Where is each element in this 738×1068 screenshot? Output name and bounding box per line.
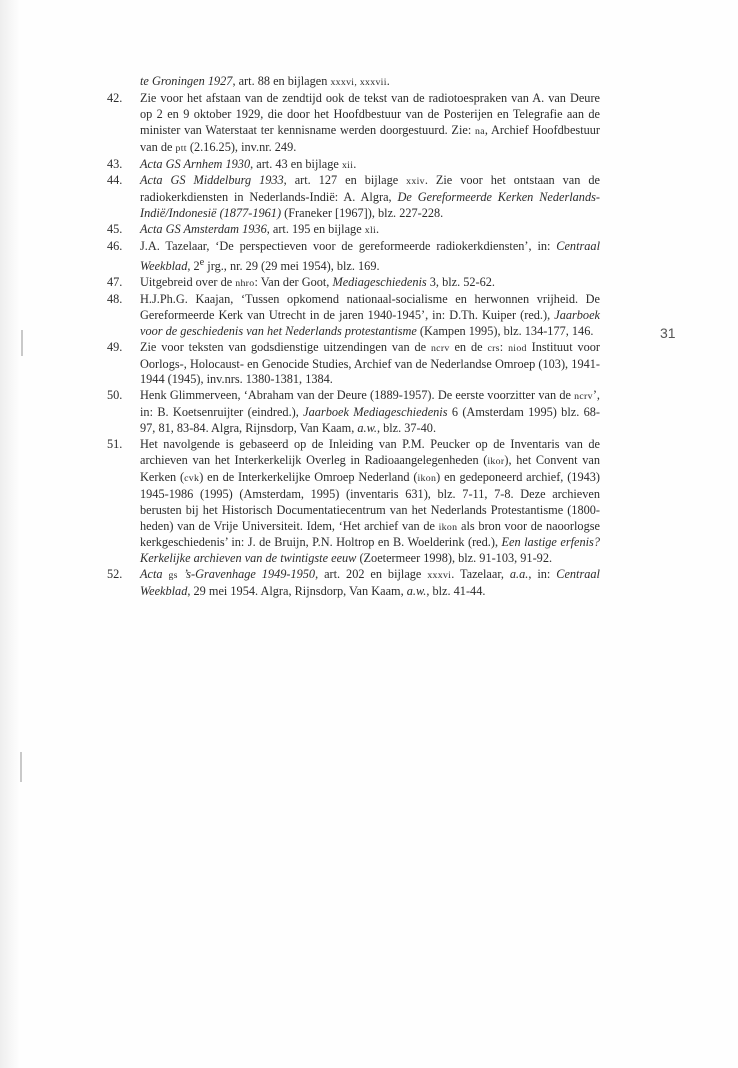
text-segment: ), het Convent van Kerken (	[140, 452, 600, 484]
endnote	[107, 239, 600, 275]
text-segment: ’, in: B. Koetsenruijter (eindred.),	[140, 388, 600, 420]
text-segment: en de	[449, 339, 488, 354]
text-segment: . Zie voor het ontstaan van de radiokerkdiensten in Nederlands-Indië: A. Algra,	[140, 173, 600, 205]
endnote-text	[140, 567, 600, 598]
text-segment: Henk Glimmerveen, ‘Abraham van der Deure (1889-1957). De eerste voorzitter van de	[140, 388, 575, 403]
endnote	[107, 173, 600, 222]
endnote-text	[140, 91, 600, 154]
text-segment: Uitgebreid over de	[140, 274, 236, 289]
italic-text: a.w.	[406, 584, 427, 599]
small-caps-text: xxxvi	[427, 570, 452, 582]
superscript-text: e	[199, 256, 205, 268]
endnote-number: 51.	[107, 437, 123, 452]
endnote-text	[140, 74, 390, 88]
small-caps-text: ptt	[175, 142, 187, 154]
italic-text: Centraal Weekblad	[140, 567, 600, 599]
endnotes-list	[107, 74, 600, 600]
text-segment: (2.16.25), inv.nr. 249.	[186, 139, 297, 154]
text-segment: , 2	[187, 259, 200, 274]
text-segment: .	[376, 222, 380, 237]
page-gutter-shadow	[0, 0, 20, 1068]
text-segment: , art. 88 en bijlagen	[232, 74, 331, 88]
endnote	[107, 74, 600, 91]
italic-text: Centraal Weekblad	[140, 239, 600, 274]
endnote	[107, 91, 600, 157]
endnote-number: 45.	[107, 222, 123, 237]
italic-text: Acta GS Arnhem 1930	[140, 156, 251, 171]
small-caps-text: ikon	[417, 472, 437, 484]
endnote-text	[140, 222, 379, 236]
endnote-number: 52.	[107, 567, 123, 582]
text-segment: , 29 mei 1954. Algra, Rijnsdorp, Van Kaam,	[187, 584, 407, 599]
endnote-number: 50.	[107, 388, 123, 403]
endnote	[107, 567, 600, 600]
small-caps-text: ncrv	[574, 391, 593, 403]
small-caps-text: crs	[487, 342, 500, 354]
endnote-number: 44.	[107, 173, 123, 188]
scan-edge-mark	[21, 330, 23, 356]
endnote-text	[140, 292, 600, 338]
small-caps-text: nhro	[235, 277, 255, 289]
italic-text: Acta GS Middelburg 1933	[140, 173, 284, 188]
text-segment: .	[386, 74, 390, 88]
text-segment: H.J.Ph.G. Kaajan, ‘Tussen opkomend nationaal-socialisme en herwonnen vrijheid. De Gereformeerde Kerk van Utrecht in de jaren 1940-1945’, in: D.Th. Kuiper (red.),	[140, 291, 600, 322]
endnote	[107, 222, 600, 239]
italic-text: ’s-Gravenhage 1949-1950	[177, 567, 316, 582]
italic-text: te Groningen 1927	[140, 74, 233, 88]
small-caps-text: niod	[508, 342, 527, 354]
text-segment: (Franeker [1967]), blz. 227-228.	[281, 206, 444, 221]
italic-text: a.w.	[357, 421, 377, 436]
text-segment: J.A. Tazelaar, ‘De perspectieven voor de gereformeerde radiokerkdiensten’, in:	[140, 239, 557, 254]
endnote	[107, 292, 600, 340]
endnote-text	[140, 388, 600, 435]
endnote-number: 48.	[107, 291, 123, 306]
text-segment: (Zoetermeer 1998), blz. 91-103, 91-92.	[356, 551, 553, 566]
text-segment: :	[499, 339, 509, 354]
italic-text: a.a.	[509, 567, 529, 582]
text-segment: Zie voor het afstaan van de zendtijd ook de tekst van de radiotoespraken van A. van Deure op 2 en 9 oktober 1929, die door het Hoofdbestuur van de Posterijen en Telegrafie aan de minister van Waterstaat ter kennisname werden doorgestuurd. Zie:	[140, 90, 600, 137]
text-segment: : Van der Goot,	[254, 274, 333, 289]
text-segment: Het navolgende is gebaseerd op de Inleiding van P.M. Peucker op de Inventaris van de archieven van het Interkerkelijk Overleg in Radioaangelegenheden (	[140, 437, 600, 467]
text-segment: .	[353, 156, 357, 171]
italic-text: Jaarboek voor de geschiedenis van het Nederlands protestantisme	[140, 307, 600, 338]
small-caps-text: xxxvi, xxxvii	[330, 77, 387, 88]
text-segment: , blz. 41-44.	[426, 584, 486, 599]
scan-edge-mark	[20, 752, 22, 782]
small-caps-text: xii	[341, 159, 354, 171]
text-segment: , art. 43 en bijlage	[250, 156, 342, 171]
endnote-text	[140, 340, 600, 387]
endnote	[107, 340, 600, 389]
text-segment: , art. 195 en bijlage	[266, 222, 365, 237]
page-number: 31	[660, 325, 676, 341]
endnote	[107, 157, 600, 174]
text-segment: , art. 127 en bijlage	[283, 173, 407, 188]
endnote-text	[140, 173, 600, 220]
text-segment: Zie voor teksten van godsdienstige uitzendingen van de	[140, 339, 431, 354]
italic-text: Acta	[140, 567, 169, 582]
endnote-text	[140, 437, 600, 565]
small-caps-text: na	[475, 125, 485, 137]
text-segment: 6 (Amsterdam 1995) blz. 68-97, 81, 83-84. Algra, Rijnsdorp, Van Kaam,	[140, 405, 600, 436]
text-segment: ) en de Interkerkelijke Omroep Nederland (	[199, 469, 418, 484]
text-segment: , blz. 37-40.	[376, 421, 437, 436]
small-caps-text: ncrv	[430, 342, 450, 354]
small-caps-text: gs	[168, 570, 178, 582]
endnote-text	[140, 275, 495, 289]
endnote-text	[140, 157, 356, 171]
text-segment: (Kampen 1995), blz. 134-177, 146.	[416, 323, 594, 338]
small-caps-text: cvk	[184, 472, 200, 484]
text-segment: 3, blz. 52-62.	[426, 274, 496, 289]
text-segment: , in:	[528, 567, 557, 582]
endnote-number: 43.	[107, 156, 123, 171]
endnote-number: 42.	[107, 90, 123, 105]
text-segment: jrg., nr. 29 (29 mei 1954), blz. 169.	[204, 259, 380, 274]
italic-text: Acta GS Amsterdam 1936	[140, 222, 267, 237]
endnote-text	[140, 239, 600, 273]
endnote	[107, 437, 600, 567]
text-segment: Instituut voor Oorlogs-, Holocaust- en Genocide Studies, Archief van de Nederlandse Omroep (103), 1941-1944 (1945), inv.nrs. 1380-1381, 1384.	[140, 339, 601, 387]
text-segment: . Tazelaar,	[451, 567, 510, 582]
small-caps-text: xxiv	[406, 176, 425, 188]
small-caps-text: xli	[364, 225, 376, 237]
text-segment: , art. 202 en bijlage	[315, 567, 428, 582]
italic-text: De Gereformeerde Kerken Nederlands-Indië/Indonesië (1877-1961)	[140, 190, 600, 221]
italic-text: Mediageschiedenis	[332, 274, 427, 289]
text-segment: als bron voor de naoorlogse kerkgeschiedenis’ in: J. de Bruijn, P.N. Holtrop en B. Woelderink (red.),	[140, 518, 600, 550]
endnote-number: 47.	[107, 274, 123, 289]
endnote	[107, 275, 600, 292]
small-caps-text: ikor	[487, 455, 505, 467]
text-segment: , Archief Hoofdbestuur van de	[140, 122, 600, 154]
italic-text: Jaarboek Mediageschiedenis	[303, 405, 448, 420]
endnote-number: 46.	[107, 239, 123, 254]
italic-text: Een lastige erfenis? Kerkelijke archieven van de twintigste eeuw	[140, 535, 600, 566]
endnote	[107, 388, 600, 437]
small-caps-text: ikon	[438, 521, 458, 533]
endnote-number: 49.	[107, 339, 123, 354]
text-segment: ) en gedeponeerd archief, (1943) 1945-1986 (1995) (Amsterdam, 1995) (inventaris 631), blz. 7-11, 7-8. Deze archieven berusten bij het Historisch Documentatiecentrum van het Nederlands Protestantisme (1800-heden) van de Vrije Universiteit. Idem, ‘Het archief van de	[140, 469, 600, 533]
